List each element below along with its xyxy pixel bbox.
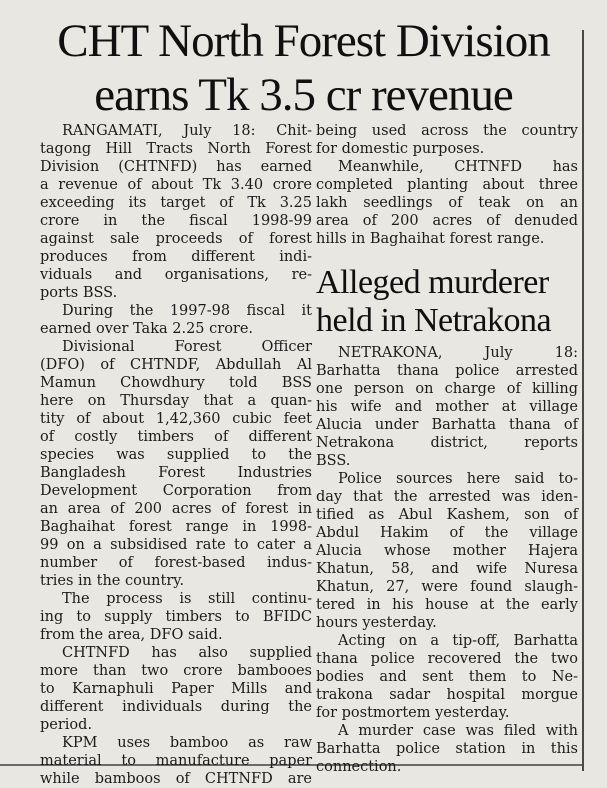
text-line: number of forest-based indus- <box>40 555 312 571</box>
text-line: BSS. <box>316 453 351 469</box>
text-line: ports BSS. <box>40 285 118 301</box>
text-line: Alucia under Barhatta thana of <box>316 417 578 433</box>
text-line: trakona sadar hospital morgue <box>316 687 578 703</box>
text-line: crore in the fiscal 1998-99 <box>40 213 312 229</box>
text-line: period. <box>40 717 93 733</box>
text-line: hills in Baghaihat forest range. <box>316 231 545 247</box>
text-line: During the 1997-98 fiscal it <box>62 303 312 319</box>
text-line: Barhatta thana police arrested <box>316 363 578 379</box>
second-headline-line-2: held in Netrakona <box>316 302 552 339</box>
text-line: connection. <box>316 759 402 775</box>
text-line: Barhatta police station in this <box>316 741 578 757</box>
text-line: tified as Abul Kashem, son of <box>316 507 578 523</box>
text-line: area of 200 acres of denuded <box>316 213 578 229</box>
text-line: completed planting about three <box>316 177 578 193</box>
text-line: Bangladesh Forest Industries <box>40 465 312 481</box>
text-line: thana police recovered the two <box>316 651 578 667</box>
text-line: tity of about 1,42,360 cubic feet <box>40 411 312 427</box>
text-line: one person on charge of killing <box>316 381 578 397</box>
main-headline <box>0 14 607 122</box>
text-line: tries in the country. <box>40 573 185 589</box>
text-line: for domestic purposes. <box>316 141 485 157</box>
text-line: NETRAKONA, July 18: <box>338 345 578 361</box>
text-line: RANGAMATI, July 18: Chit- <box>62 123 312 139</box>
text-line: Alucia whose mother Hajera <box>316 543 578 559</box>
text-line: Police sources here said to- <box>338 471 578 487</box>
text-line: Development Corporation from <box>40 483 312 499</box>
main-headline-line-2: earns Tk 3.5 cr revenue <box>94 69 513 121</box>
text-line: for postmortem yesterday. <box>316 705 510 721</box>
text-line: Khatun, 27, were found slaugh- <box>316 579 578 595</box>
text-line: being used across the country <box>316 123 578 139</box>
text-line: material to manufacture paper <box>40 753 312 769</box>
text-line: viduals and organisations, re- <box>40 267 312 283</box>
text-line: Acting on a tip-off, Barhatta <box>338 633 578 649</box>
article-right-column <box>316 122 578 776</box>
text-line: tagong Hill Tracts North Forest <box>40 141 312 157</box>
text-line: a revenue of about Tk 3.40 crore <box>40 177 312 193</box>
column-divider-rule <box>582 30 584 771</box>
text-line: from the area, DFO said. <box>40 627 223 643</box>
text-line: Netrakona district, reports <box>316 435 578 451</box>
text-line: Divisional Forest Officer <box>62 339 312 355</box>
text-line: exceeding its target of Tk 3.25 <box>40 195 312 211</box>
article-continuation <box>316 122 578 248</box>
text-line: species was supplied to the <box>40 447 312 463</box>
text-line: here on Thursday that a quan- <box>40 393 312 409</box>
text-line: different individuals during the <box>40 699 312 715</box>
text-line: to Karnaphuli Paper Mills and <box>40 681 312 697</box>
text-line: day that the arrested was iden- <box>316 489 578 505</box>
text-line: Mamun Chowdhury told BSS <box>40 375 312 391</box>
text-line: hours yesterday. <box>316 615 437 631</box>
article-left-column <box>40 122 312 788</box>
text-line: bodies and sent them to Ne- <box>316 669 578 685</box>
second-article-headline <box>316 264 578 340</box>
text-line: (DFO) of CHTNDF, Abdullah Al <box>40 357 312 373</box>
text-line: Khatun, 58, and wife Nuresa <box>316 561 578 577</box>
text-line: Abdul Hakim of the village <box>316 525 578 541</box>
second-article-body <box>316 344 578 776</box>
text-line: Division (CHTNFD) has earned <box>40 159 312 175</box>
text-line: produces from different indi- <box>40 249 312 265</box>
text-line: KPM uses bamboo as raw <box>62 735 312 751</box>
text-line: his wife and mother at village <box>316 399 578 415</box>
text-line: 99 on a subsidised rate to cater a <box>40 537 312 553</box>
text-line: Meanwhile, CHTNFD has <box>338 159 578 175</box>
text-line: lakh seedlings of teak on an <box>316 195 578 211</box>
text-line: A murder case was filed with <box>338 723 578 739</box>
text-line: Baghaihat forest range in 1998- <box>40 519 312 535</box>
text-line: against sale proceeds of forest <box>40 231 312 247</box>
text-line: an area of 200 acres of forest in <box>40 501 312 517</box>
text-line: while bamboos of CHTNFD are <box>40 771 312 787</box>
text-line: The process is still continu- <box>62 591 312 607</box>
text-line: earned over Taka 2.25 crore. <box>40 321 254 337</box>
text-line: ing to supply timbers to BFIDC <box>40 609 312 625</box>
text-line: CHTNFD has also supplied <box>62 645 312 661</box>
text-line: tered in his house at the early <box>316 597 578 613</box>
main-headline-line-1: CHT North Forest Division <box>57 15 550 67</box>
text-line: of costly timbers of different <box>40 429 312 445</box>
text-line: more than two crore bambooes <box>40 663 312 679</box>
second-headline-line-1: Alleged murderer <box>316 264 549 301</box>
